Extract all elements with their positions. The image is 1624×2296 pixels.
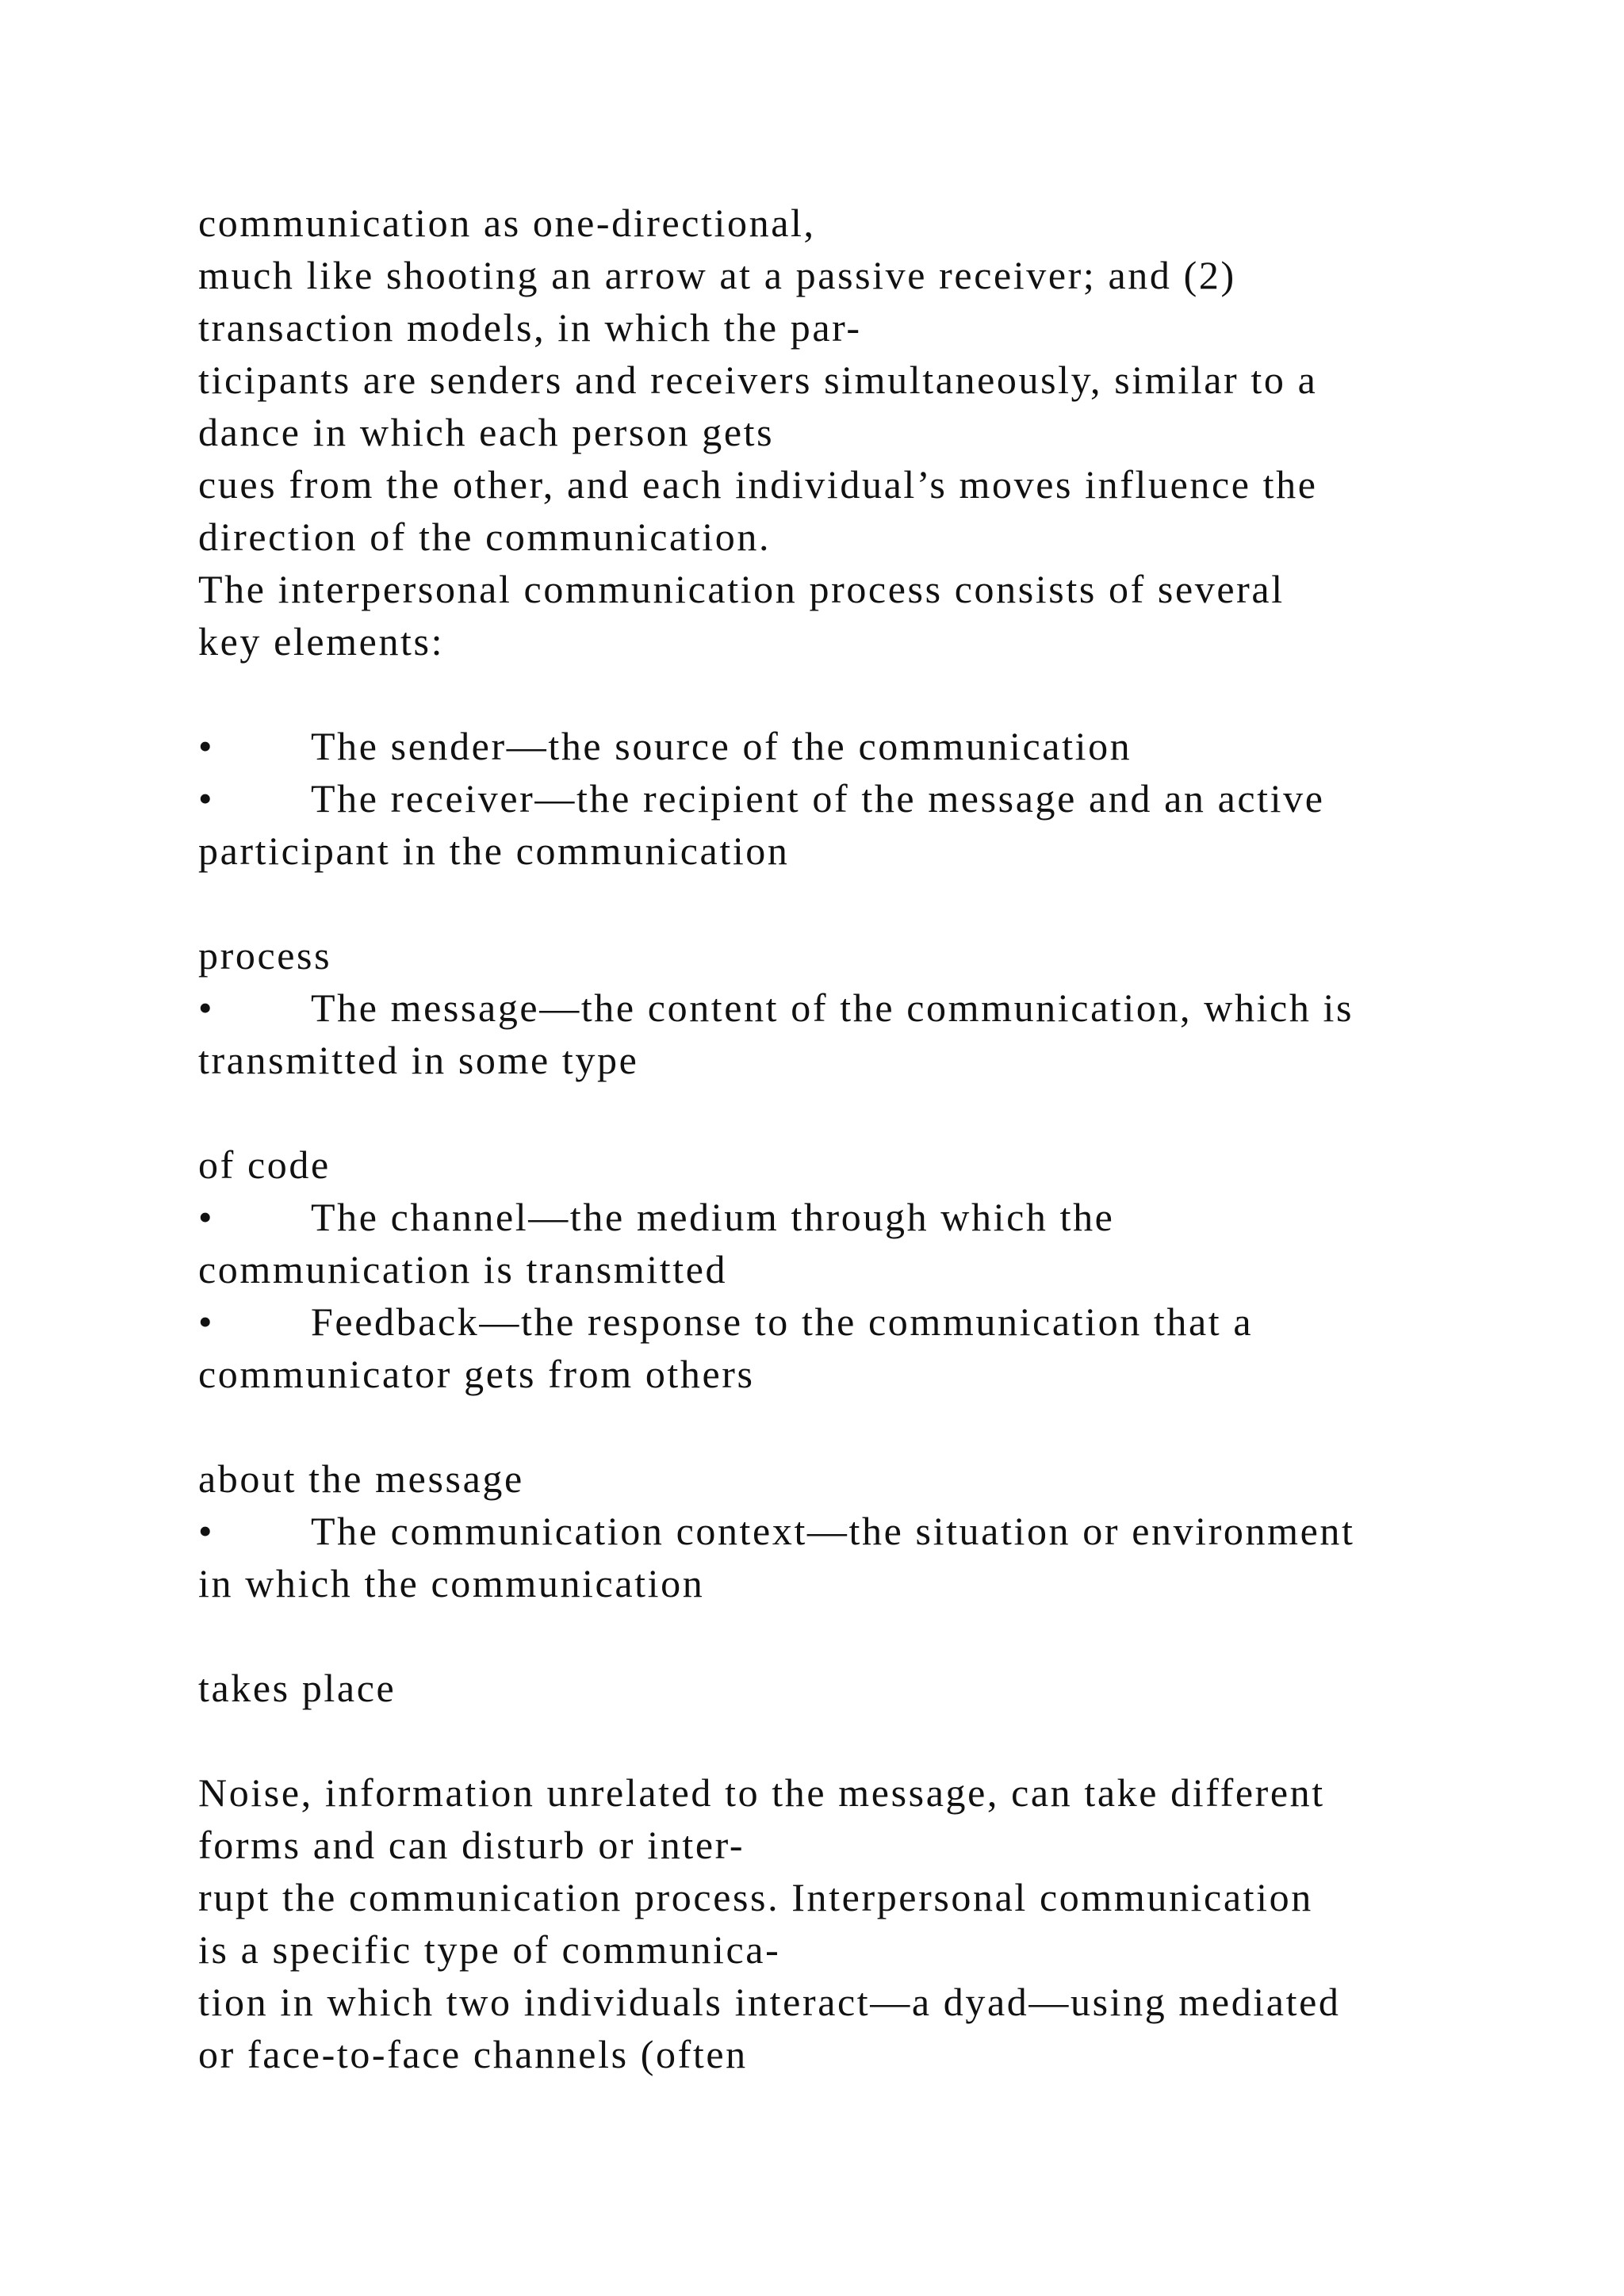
text-line: dance in which each person gets xyxy=(198,410,775,454)
text-line: ticipants are senders and receivers simultaneously, similar to a xyxy=(198,358,1318,402)
text-line: key elements: xyxy=(198,619,445,664)
bullet-item xyxy=(198,772,1546,825)
bullet-item xyxy=(198,1191,1546,1243)
text-line: transmitted in some type xyxy=(198,1038,639,1082)
bullet-text: The message—the content of the communication, which is xyxy=(311,985,1354,1030)
text-line: tion in which two individuals interact—a dyad—using mediated xyxy=(198,1980,1341,2024)
bullet-item xyxy=(198,720,1546,772)
text-line: about the message xyxy=(198,1456,524,1501)
blank-line xyxy=(198,877,1546,929)
text-line: of code xyxy=(198,1142,331,1187)
text-line: transaction models, in which the par- xyxy=(198,305,862,350)
text-line: communicator gets from others xyxy=(198,1352,755,1396)
text-line: participant in the communication xyxy=(198,828,790,873)
blank-line xyxy=(198,1714,1546,1766)
text-line: much like shooting an arrow at a passive receiver; and (2) xyxy=(198,253,1236,297)
blank-line xyxy=(198,1086,1546,1138)
text-line: forms and can disturb or inter- xyxy=(198,1823,745,1867)
text-line: communication is transmitted xyxy=(198,1247,728,1292)
bullet-marker: • xyxy=(198,724,215,768)
blank-line xyxy=(198,1400,1546,1452)
bullet-item xyxy=(198,1505,1546,1557)
bullet-text: The sender—the source of the communication xyxy=(311,724,1132,768)
document-body xyxy=(198,197,1546,2080)
bullet-marker: • xyxy=(198,776,215,821)
text-line: or face-to-face channels (often xyxy=(198,2032,748,2076)
bullet-item xyxy=(198,1295,1546,1348)
bullet-text: Feedback—the response to the communication that a xyxy=(311,1299,1254,1344)
bullet-marker: • xyxy=(198,1195,215,1239)
text-line: cues from the other, and each individual’s moves influence the xyxy=(198,462,1318,507)
bullet-text: The communication context—the situation or environment xyxy=(311,1509,1355,1553)
bullet-text: The channel—the medium through which the xyxy=(311,1195,1115,1239)
text-line: Noise, information unrelated to the message, can take different xyxy=(198,1770,1325,1815)
text-line: is a specific type of communica- xyxy=(198,1927,781,1972)
text-line: direction of the communication. xyxy=(198,515,772,559)
bullet-marker: • xyxy=(198,1299,215,1344)
bullet-item xyxy=(198,982,1546,1034)
text-line: in which the communication xyxy=(198,1561,705,1605)
text-line: The interpersonal communication process consists of several xyxy=(198,567,1285,611)
text-line: communication as one-directional, xyxy=(198,201,816,245)
bullet-text: The receiver—the recipient of the message and an active xyxy=(311,776,1325,821)
text-line: takes place xyxy=(198,1666,396,1710)
bullet-marker: • xyxy=(198,1509,215,1553)
blank-line xyxy=(198,668,1546,720)
text-line: rupt the communication process. Interpersonal communication xyxy=(198,1875,1313,1919)
bullet-marker: • xyxy=(198,985,215,1030)
blank-line xyxy=(198,1609,1546,1662)
text-line: process xyxy=(198,933,332,978)
